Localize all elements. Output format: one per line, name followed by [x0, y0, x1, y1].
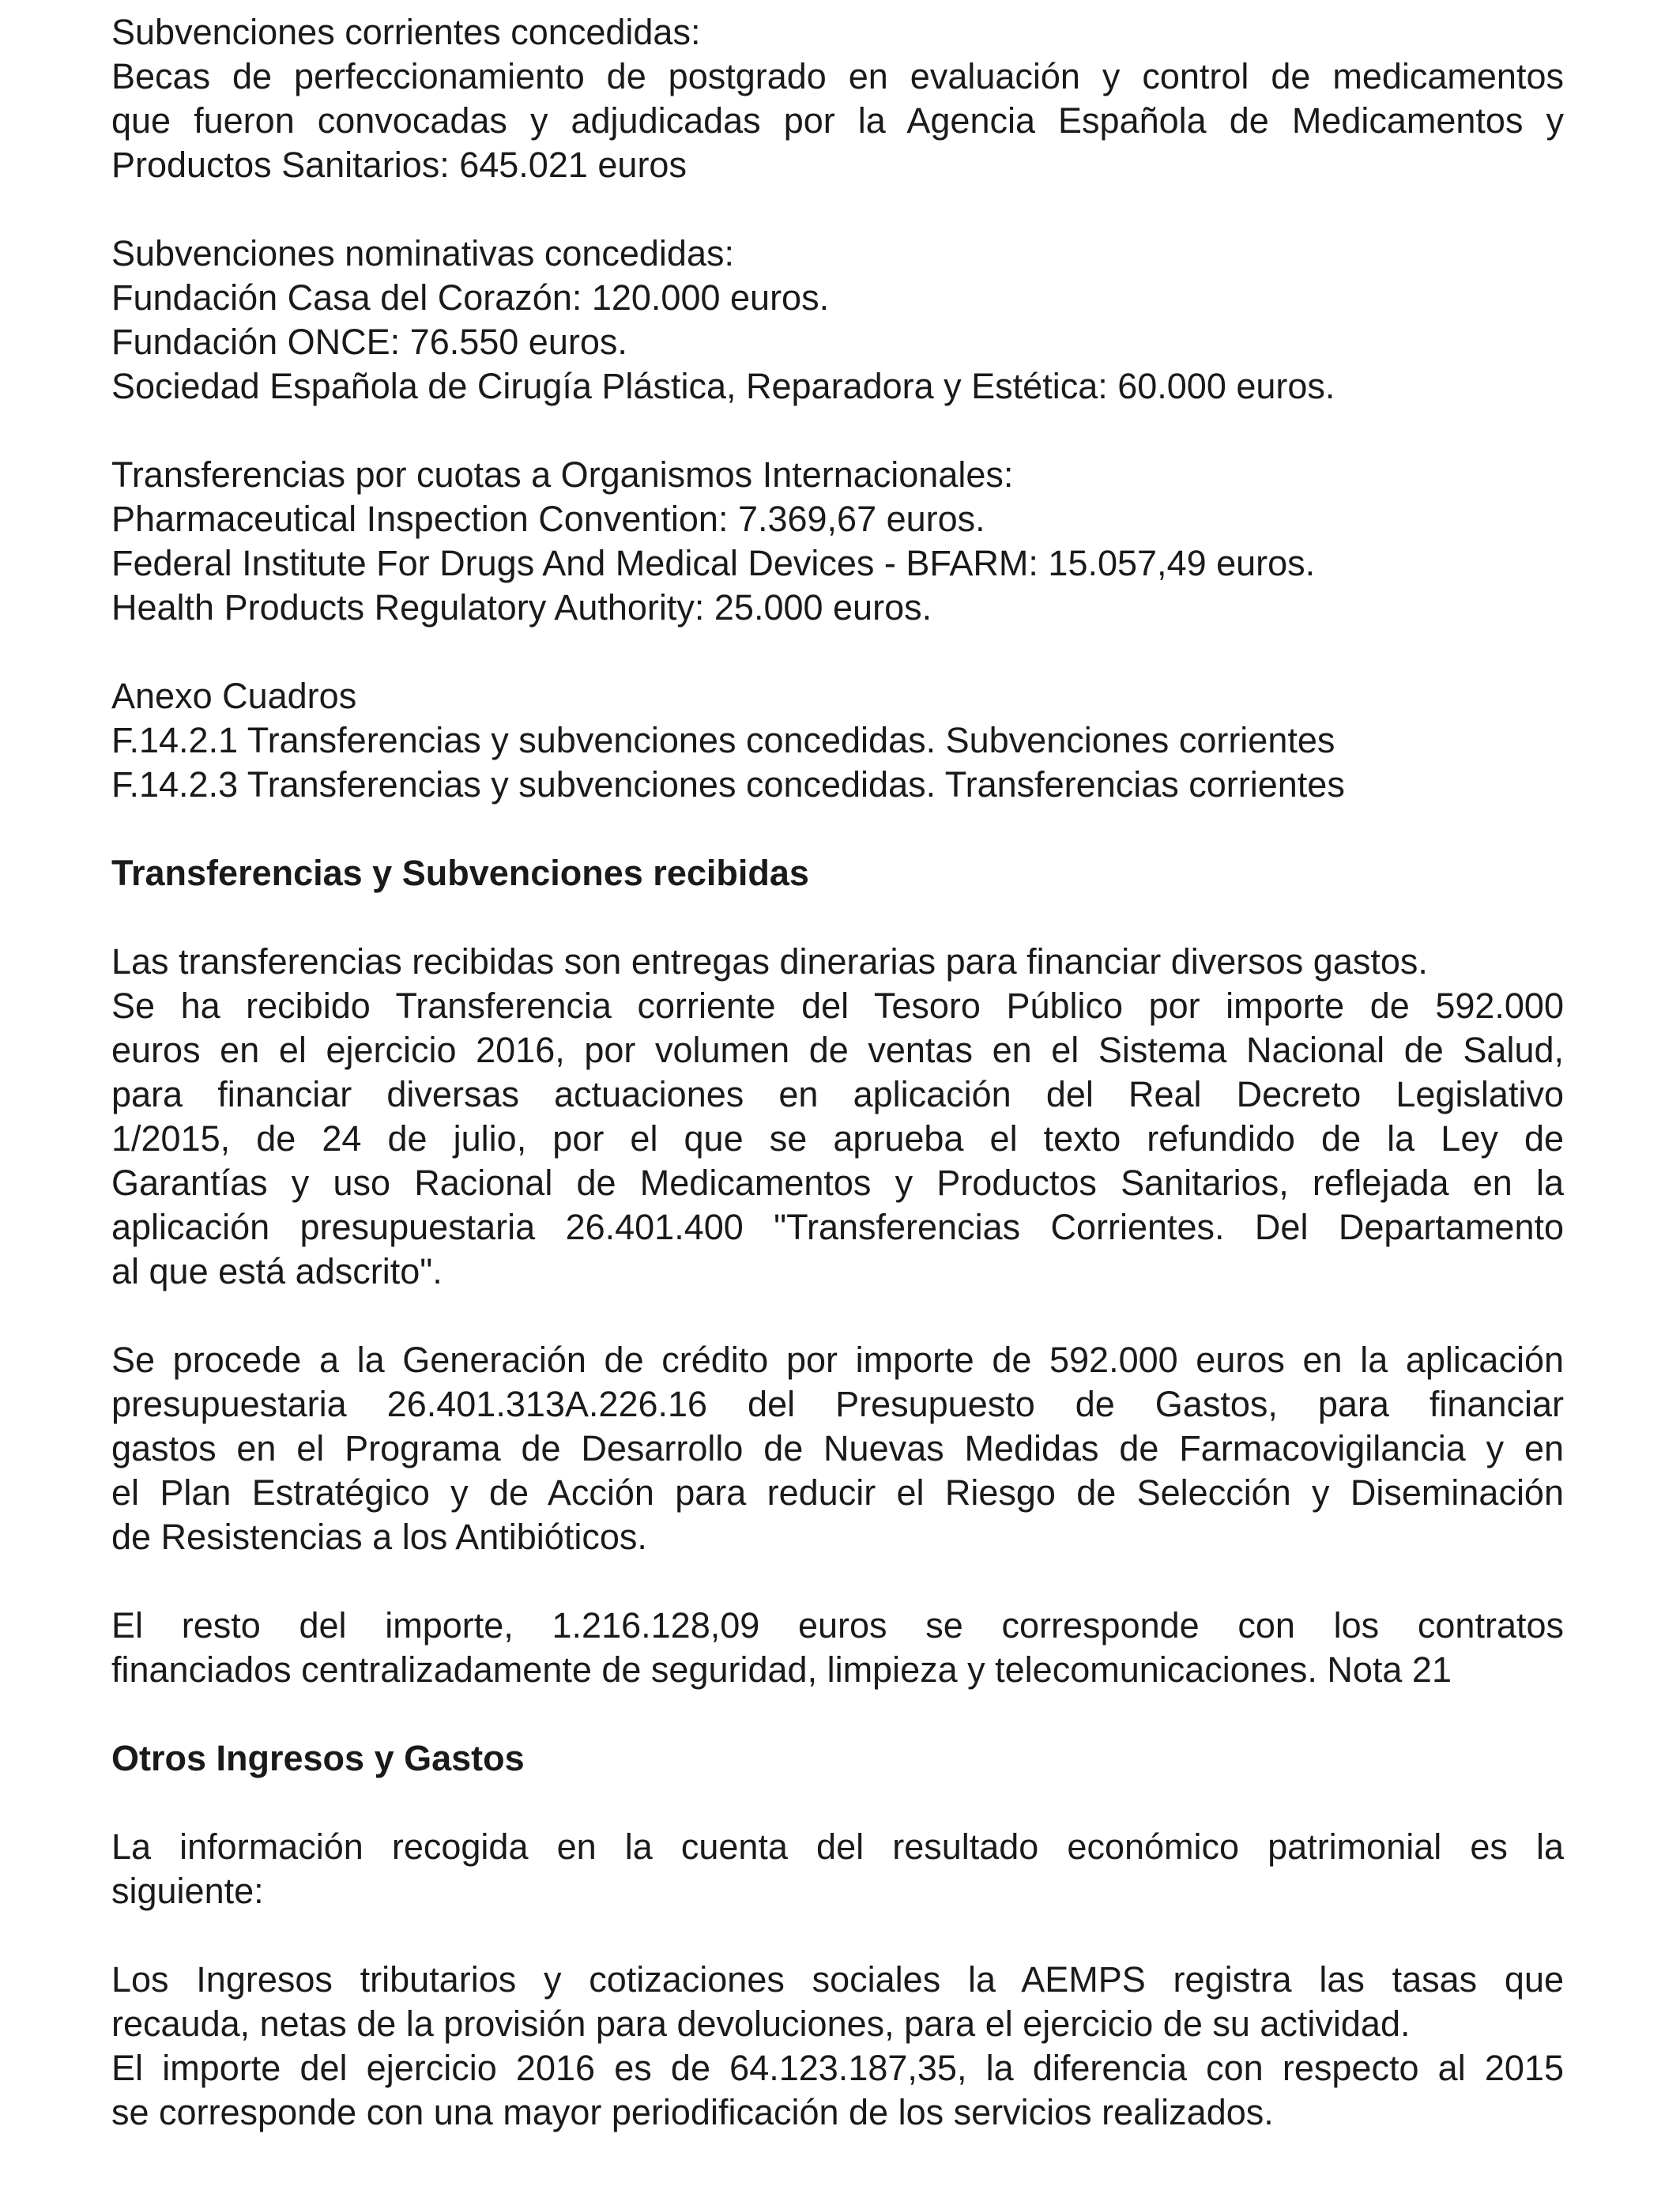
- recibidas-p1-line: Garantías y uso Racional de Medicamentos y Productos Sanitarios, reflejada en la: [111, 1163, 1564, 1203]
- section-heading-anexo: Anexo Cuadros: [111, 676, 357, 716]
- cuota-item: Pharmaceutical Inspection Convention: 7.369,67 euros.: [111, 499, 985, 539]
- recibidas-p1-line: al que está adscrito".: [111, 1251, 443, 1291]
- anexo-item: F.14.2.1 Transferencias y subvenciones concedidas. Subvenciones corrientes: [111, 720, 1335, 760]
- recibidas-p2-line: el Plan Estratégico y de Acción para reducir el Riesgo de Selección y Diseminación: [111, 1472, 1564, 1513]
- nominativa-item: Fundación Casa del Corazón: 120.000 euros.: [111, 277, 830, 318]
- recibidas-p1-line: aplicación presupuestaria 26.401.400 "Transferencias Corrientes. Del Departamento: [111, 1207, 1564, 1247]
- section-heading-corrientes: Subvenciones corrientes concedidas:: [111, 12, 701, 52]
- section-heading-nominativas: Subvenciones nominativas concedidas:: [111, 233, 734, 273]
- recibidas-p1-line: para financiar diversas actuaciones en aplicación del Real Decreto Legislativo: [111, 1074, 1564, 1114]
- section-title-recibidas: Transferencias y Subvenciones recibidas: [111, 853, 809, 893]
- nominativa-item: Sociedad Española de Cirugía Plástica, Reparadora y Estética: 60.000 euros.: [111, 366, 1335, 406]
- recibidas-p1-line: Las transferencias recibidas son entregas dinerarias para financiar diversos gastos.: [111, 941, 1428, 982]
- recibidas-p3-line: financiados centralizadamente de seguridad, limpieza y telecomunicaciones. Nota 21: [111, 1649, 1452, 1690]
- recibidas-p2-line: Se procede a la Generación de crédito por importe de 592.000 euros en la aplicación: [111, 1340, 1564, 1380]
- otros-p2-line: recauda, netas de la provisión para devoluciones, para el ejercicio de su actividad.: [111, 2004, 1411, 2044]
- corrientes-line-1: Becas de perfeccionamiento de postgrado en evaluación y control de medicamentos: [111, 56, 1564, 96]
- recibidas-p2-line: presupuestaria 26.401.313A.226.16 del Presupuesto de Gastos, para financiar: [111, 1384, 1564, 1424]
- otros-p2-line: El importe del ejercicio 2016 es de 64.123.187,35, la diferencia con respecto al 2015: [111, 2048, 1564, 2088]
- corrientes-line-2: que fueron convocadas y adjudicadas por la Agencia Española de Medicamentos y: [111, 100, 1564, 141]
- section-heading-cuotas: Transferencias por cuotas a Organismos Internacionales:: [111, 454, 1014, 495]
- recibidas-p3-line: El resto del importe, 1.216.128,09 euros se corresponde con los contratos: [111, 1605, 1564, 1646]
- cuota-item: Health Products Regulatory Authority: 25.000 euros.: [111, 587, 932, 628]
- recibidas-p2-line: de Resistencias a los Antibióticos.: [111, 1517, 647, 1557]
- anexo-item: F.14.2.3 Transferencias y subvenciones concedidas. Transferencias corrientes: [111, 764, 1345, 805]
- otros-p1-line: siguiente:: [111, 1871, 264, 1911]
- recibidas-p2-line: gastos en el Programa de Desarrollo de Nuevas Medidas de Farmacovigilancia y en: [111, 1428, 1564, 1468]
- section-title-otros: Otros Ingresos y Gastos: [111, 1738, 525, 1778]
- corrientes-line-3: Productos Sanitarios: 645.021 euros: [111, 145, 687, 185]
- document-page: [111, 10, 1564, 2135]
- otros-p2-line: Los Ingresos tributarios y cotizaciones sociales la AEMPS registra las tasas que: [111, 1959, 1564, 2000]
- cuota-item: Federal Institute For Drugs And Medical Devices - BFARM: 15.057,49 euros.: [111, 543, 1316, 583]
- otros-p2-line: se corresponde con una mayor periodificación de los servicios realizados.: [111, 2092, 1274, 2132]
- nominativa-item: Fundación ONCE: 76.550 euros.: [111, 322, 627, 362]
- otros-p1-line: La información recogida en la cuenta del resultado económico patrimonial es la: [111, 1826, 1564, 1867]
- recibidas-p1-line: euros en el ejercicio 2016, por volumen de ventas en el Sistema Nacional de Salud,: [111, 1030, 1564, 1070]
- recibidas-p1-line: 1/2015, de 24 de julio, por el que se aprueba el texto refundido de la Ley de: [111, 1118, 1564, 1159]
- recibidas-p1-line: Se ha recibido Transferencia corriente del Tesoro Público por importe de 592.000: [111, 986, 1564, 1026]
